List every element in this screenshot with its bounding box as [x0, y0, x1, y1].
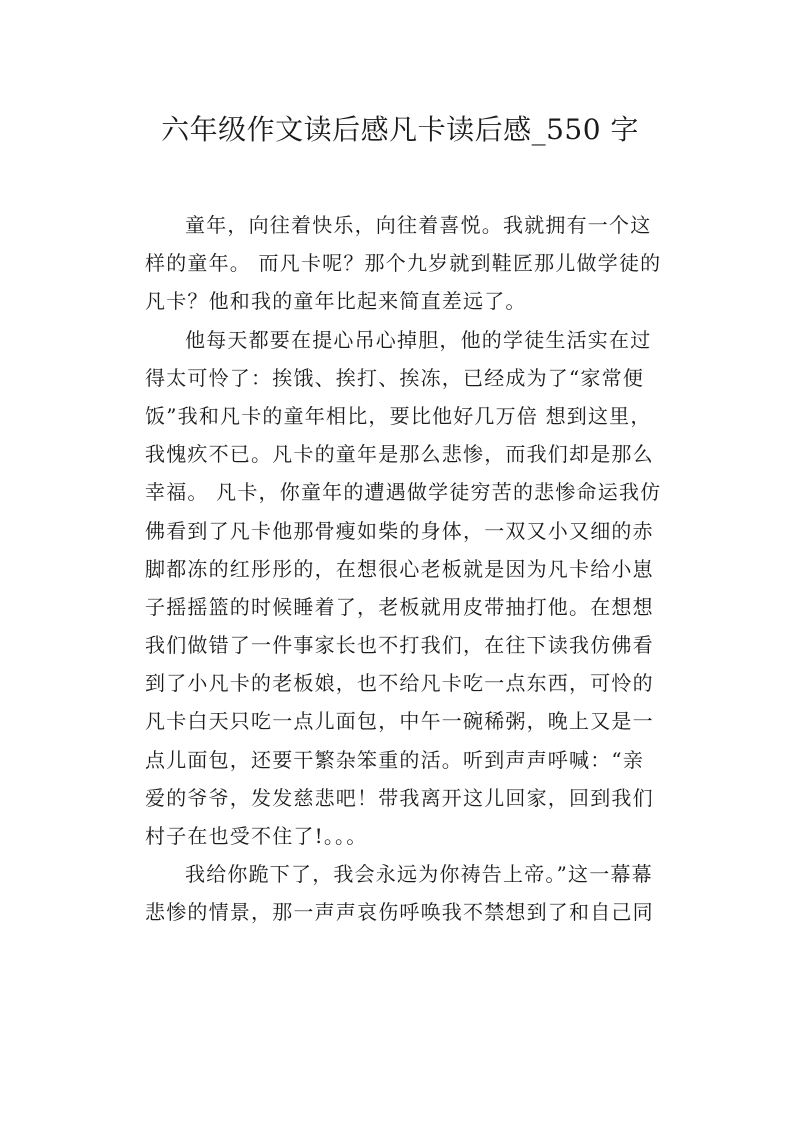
- text-line: 悲惨的情景，那一声声哀伤呼唤我不禁想到了和自己同: [145, 900, 654, 925]
- text-line: 样的童年。 而凡卡呢？那个九岁就到鞋匠那儿做学徒的: [145, 251, 662, 276]
- text-line: 我给你跪下了，我会永远为你祷告上帝。”这一幕幕: [185, 862, 653, 887]
- text-line: 爱的爷爷，发发慈悲吧！带我离开这儿回家，回到我们: [145, 785, 654, 810]
- document-body: [145, 206, 670, 932]
- text-line: 我愧疚不已。凡卡的童年是那么悲惨，而我们却是那么: [145, 442, 654, 467]
- text-line: 凡卡白天只吃一点儿面包，中午一碗稀粥，晚上又是一: [145, 709, 654, 734]
- document-title: 六年级作文读后感凡卡读后感_550 字: [161, 113, 639, 146]
- text-line: 佛看到了凡卡他那骨瘦如柴的身体，一双又小又细的赤: [145, 518, 654, 543]
- text-line: 童年，向往着快乐，向往着喜悦。我就拥有一个这: [185, 213, 652, 237]
- text-line: 我们做错了一件事家长也不打我们，在往下读我仿佛看: [145, 633, 654, 658]
- text-line: 凡卡？他和我的童年比起来简直差远了。: [145, 289, 527, 314]
- text-line: 饭”我和凡卡的童年相比，要比他好几万倍 想到这里，: [145, 403, 652, 428]
- text-line: 脚都冻的红彤彤的，在想很心老板就是因为凡卡给小崽: [145, 556, 654, 581]
- text-line: 到了小凡卡的老板娘，也不给凡卡吃一点东西，可怜的: [145, 671, 654, 696]
- text-line: 得太可怜了：挨饿、挨打、挨冻，已经成为了“家常便: [145, 365, 645, 390]
- text-line: 他每天都要在提心吊心掉胆，他的学徒生活实在过: [185, 327, 652, 352]
- text-line: 幸福。 凡卡，你童年的遭遇做学徒穷苦的悲惨命运我仿: [145, 480, 662, 505]
- text-line: 点儿面包，还要干繁杂笨重的活。听到声声呼喊：“亲: [145, 747, 645, 772]
- text-line: 子摇摇篮的时候睡着了，老板就用皮带抽打他。在想想: [145, 594, 654, 619]
- text-line: 村子在也受不住了!。。。: [145, 824, 368, 848]
